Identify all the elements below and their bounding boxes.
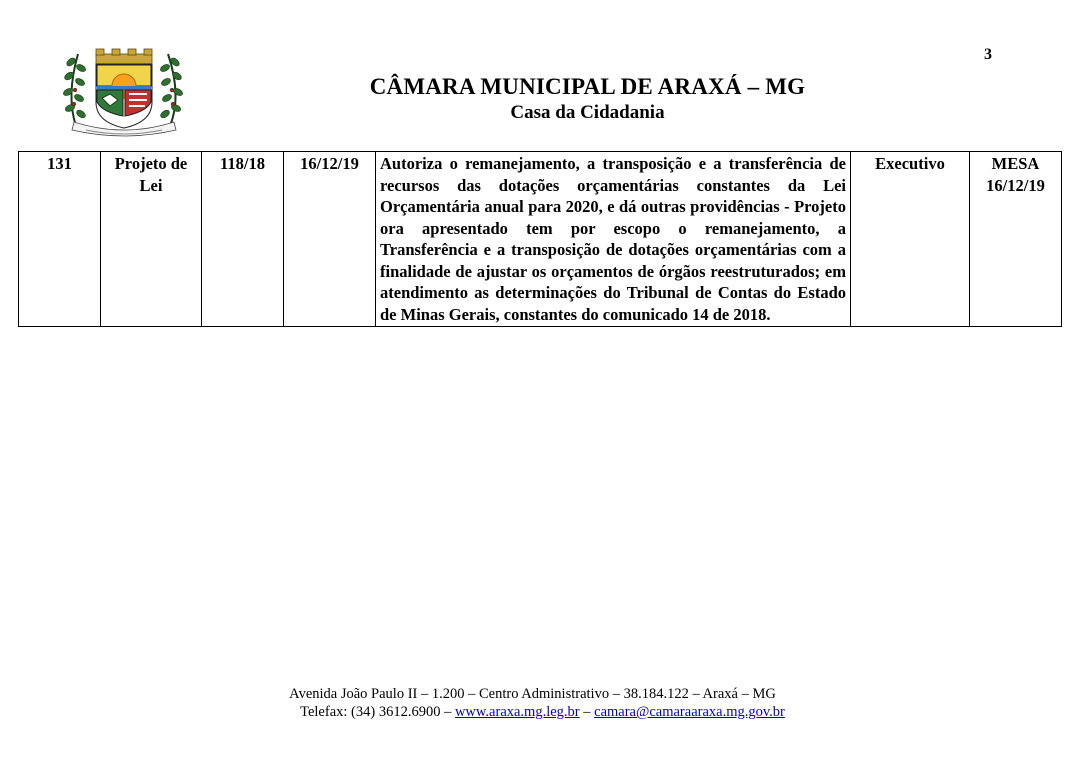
destination-text-line1: MESA bbox=[991, 154, 1040, 173]
page-subtitle: Casa da Cidadania bbox=[510, 102, 665, 123]
footer-separator: – bbox=[583, 704, 591, 720]
footer-phone: Telefax: (34) 3612.6900 – bbox=[300, 704, 452, 720]
footer-contact bbox=[0, 704, 1085, 721]
left-branch-icon bbox=[62, 54, 87, 126]
right-branch-icon bbox=[159, 54, 184, 126]
proposition-table bbox=[18, 151, 1062, 327]
type-text-line2: Lei bbox=[139, 175, 163, 195]
process-text: 118/18 bbox=[220, 154, 265, 173]
website-link[interactable]: www.araxa.mg.leg.br bbox=[454, 704, 580, 720]
cell-type bbox=[101, 152, 202, 327]
table-row bbox=[19, 152, 1062, 327]
mural-crown-icon bbox=[96, 49, 152, 64]
date-text: 16/12/19 bbox=[300, 154, 359, 173]
page-title: CÂMARA MUNICIPAL DE ARAXÁ – MG bbox=[369, 74, 806, 99]
footer-address: Avenida João Paulo II – 1.200 – Centro Administrativo – 38.184.122 – Araxá – MG bbox=[289, 686, 776, 702]
destination-text-line2: 16/12/19 bbox=[986, 175, 1045, 195]
number-text: 131 bbox=[47, 154, 72, 173]
cell-number bbox=[19, 152, 101, 327]
author-text: Executivo bbox=[875, 154, 945, 173]
page-number: 3 bbox=[984, 46, 992, 63]
cell-date bbox=[284, 152, 376, 327]
municipal-coat-of-arms bbox=[62, 46, 186, 138]
shield-icon bbox=[96, 64, 152, 128]
cell-process bbox=[202, 152, 284, 327]
cell-destination bbox=[970, 152, 1062, 327]
description-text: Autoriza o remanejamento, a transposição e a transferência de recursos das dotações orçamentárias constantes da Lei Orçamentária anual para 2020, e dá outras providências - Projeto ora apresentado tem por escopo o remanejamento, a Transferência e a transposição de dotações orçamentárias com a finalidade de ajustar os orçamentos de órgãos reestruturados; em atendimento as determinações do Tribunal de Contas do Estado de Minas Gerais, constantes do comunicado 14 de 2018. bbox=[380, 154, 846, 324]
email-link[interactable]: camara@camaraaraxa.mg.gov.br bbox=[594, 704, 785, 720]
cell-description bbox=[376, 152, 851, 327]
type-text-line1: Projeto de bbox=[114, 154, 188, 173]
cell-author bbox=[851, 152, 970, 327]
